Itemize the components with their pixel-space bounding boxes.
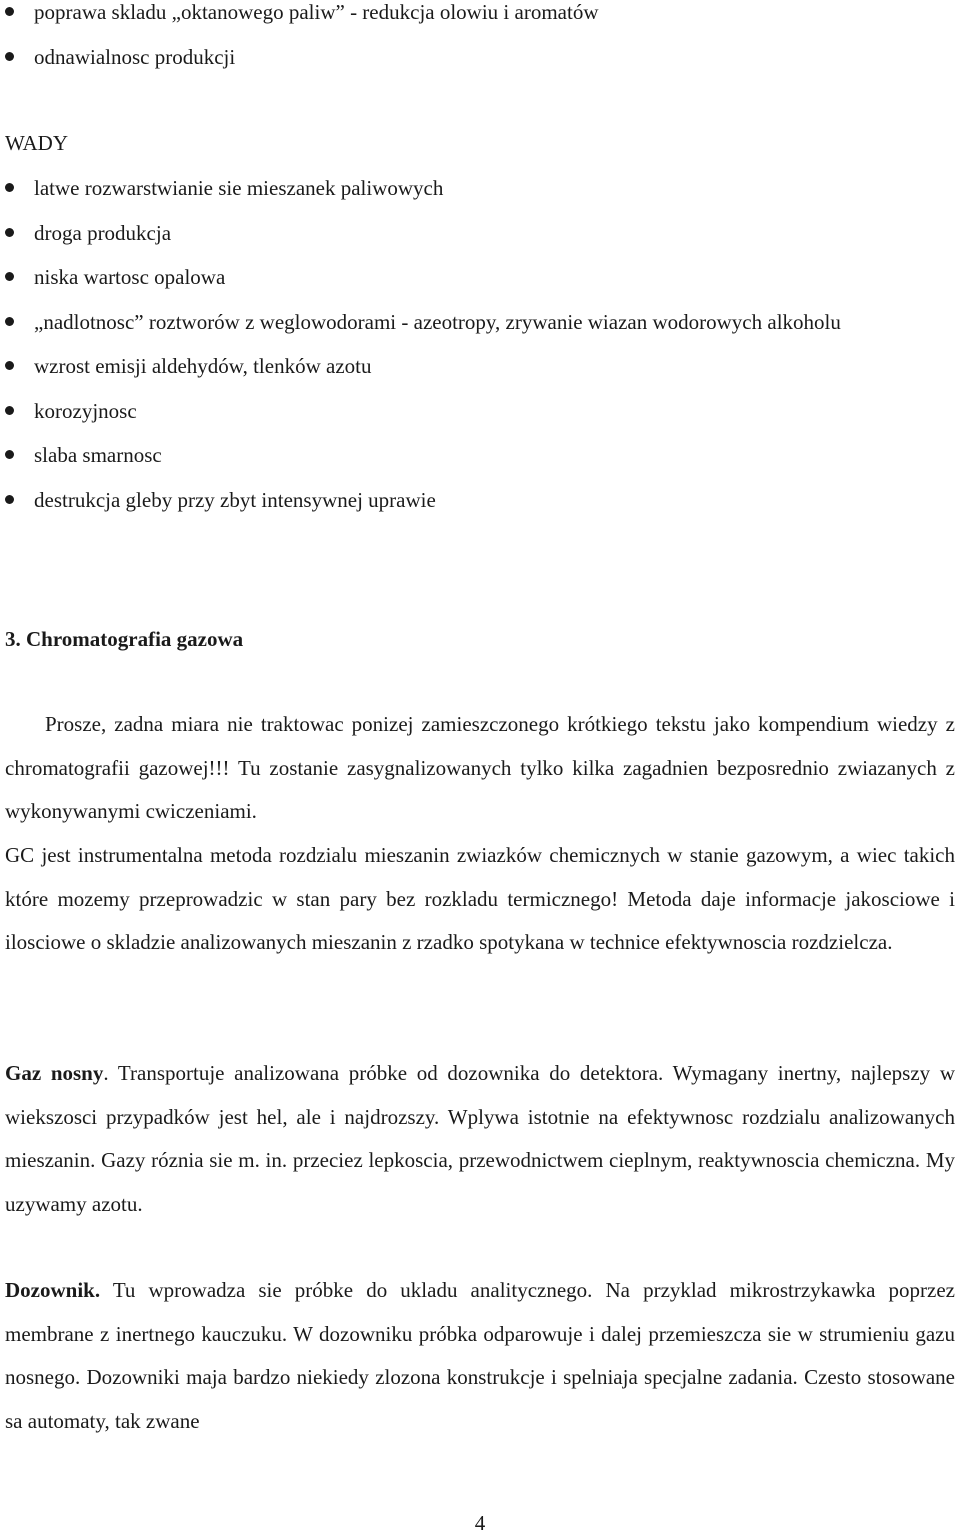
injector-term: Dozownik.	[5, 1278, 101, 1302]
intro-paragraph: Prosze, zadna miara nie traktowac ponizej zamieszczonego krótkiego tekstu jako kompendium wiedzy z chromatografii gazowej!!! Tu zostanie zasygnalizowanych tylko kilka zagadnien bezposrednio zwiazanych z wykonywanymi cwiczeniami.	[5, 712, 955, 824]
wady-list	[0, 166, 930, 522]
list-item	[0, 433, 930, 478]
bullet-icon	[5, 7, 14, 16]
list-item	[0, 344, 930, 389]
list-item-text: odnawialnosc produkcji	[34, 44, 236, 69]
list-item	[0, 478, 930, 523]
list-item	[0, 0, 930, 35]
list-item	[0, 389, 930, 434]
list-item	[0, 300, 930, 345]
list-item-text: „nadlotnosc” roztworów z weglowodorami - azeotropy, zrywanie wiazan wodorowych alkoholu	[34, 309, 841, 334]
list-item-text: wzrost emisji aldehydów, tlenków azotu	[34, 354, 372, 378]
list-item	[0, 35, 930, 80]
bullet-icon	[5, 272, 14, 281]
page-number: 4	[474, 1511, 486, 1535]
bullet-icon	[5, 52, 14, 61]
list-item-text: niska wartosc opalowa	[34, 265, 226, 289]
list-item	[0, 211, 930, 256]
list-item	[0, 255, 930, 300]
list-item-text: droga produkcja	[34, 220, 172, 245]
bullet-icon	[5, 361, 14, 370]
injector-text: Tu wprowadza sie próbke do ukladu analitycznego. Na przyklad mikrostrzykawka poprzez membrane z inertnego kauczuku. W dozowniku próbka odparowuje i dalej przemieszcza sie w strumieniu gazu nosnego. Dozowniki maja bardzo niekiedy zlozona konstrukcje i spelniaja specjalne zadania. Czesto stosowane sa automaty, tak zwane	[5, 1278, 955, 1434]
wady-heading: WADY	[5, 131, 68, 155]
list-item-text: slaba smarnosc	[34, 443, 162, 467]
gc-paragraph: GC jest instrumentalna metoda rozdzialu mieszanin zwiazków chemicznych w stanie gazowym, a wiec takich które mozemy przeprowadzic w stan pary bez rozkladu termicznego! Metoda daje informacje jakosciowe i ilosciowe o skladzie analizowanych mieszanin z rzadko spotykana w technice efektywnoscia rozdzielcza.	[5, 843, 955, 955]
bullet-icon	[5, 495, 14, 504]
list-item-text: destrukcja gleby przy zbyt intensywnej uprawie	[34, 487, 436, 512]
bullet-icon	[5, 183, 14, 192]
carrier-gas-paragraph	[5, 1052, 955, 1227]
section-heading: 3. Chromatografia gazowa	[5, 627, 244, 651]
carrier-gas-text: . Transportuje analizowana próbke od dozownika do detektora. Wymagany inertny, najlepszy w wiekszosci przypadków jest hel, ale i najdrozszy. Wplywa istotnie na efektywnosc rozdzialu analizowanych mieszanin. Gazy róznia sie m. in. przeciez lepkoscia, przewodnictwem cieplnym, reaktywnoscia chemiczna. My uzywamy azotu.	[5, 1061, 956, 1217]
injector-paragraph	[5, 1269, 955, 1444]
advantages-list	[0, 0, 930, 79]
bullet-icon	[5, 228, 14, 237]
carrier-gas-term: Gaz nosny	[5, 1061, 104, 1085]
list-item	[0, 166, 930, 211]
list-item-text: poprawa skladu „oktanowego paliw” - redukcja olowiu i aromatów	[34, 0, 599, 24]
list-item-text: latwe rozwarstwianie sie mieszanek paliwowych	[34, 176, 444, 200]
bullet-icon	[5, 450, 14, 459]
bullet-icon	[5, 406, 14, 415]
list-item-text: korozyjnosc	[34, 398, 137, 423]
bullet-icon	[5, 317, 14, 326]
